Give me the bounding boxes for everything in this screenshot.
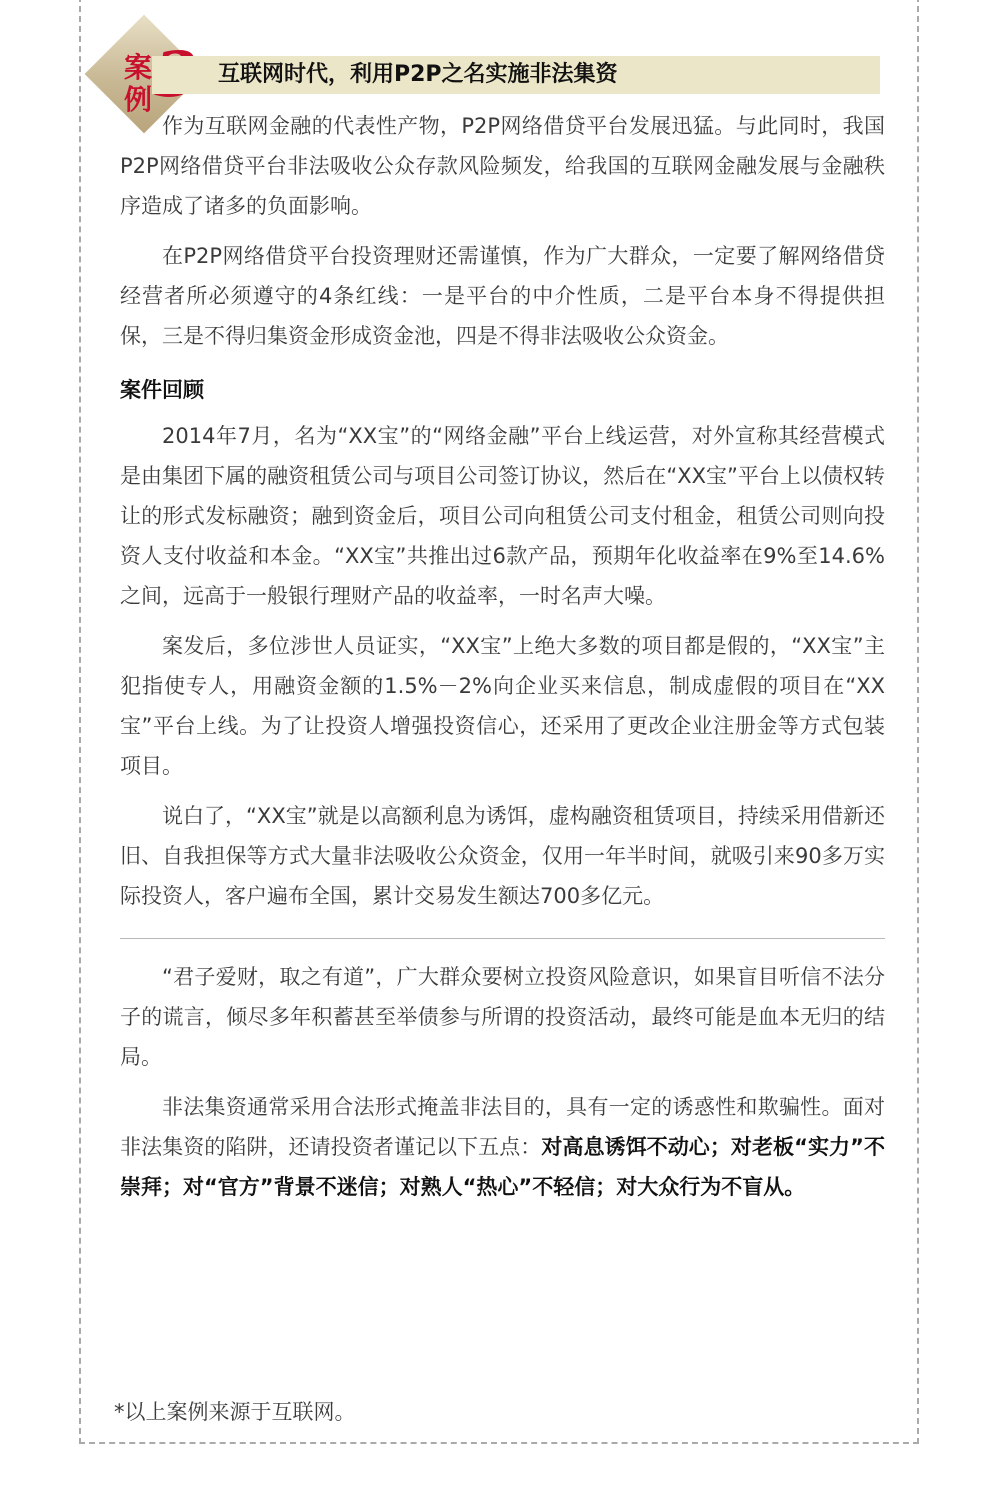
review-paragraph: 2014年7月，名为“XX宝”的“网络金融”平台上线运营，对外宣称其经营模式是由集团下属的融资租赁公司与项目公司签订协议，然后在“XX宝”平台上以债权转让的形式发标融资；融到资金后，项目公司向租赁公司支付租金，租赁公司则向投资人支付收益和本金。“XX宝”共推出过6款产品，预期年化收益率在9%至14.6%之间，远高于一般银行理财产品的收益率，一时名声大噪。	[120, 424, 885, 608]
intro-paragraph: 作为互联网金融的代表性产物，P2P网络借贷平台发展迅猛。与此同时，我国P2P网络借贷平台非法吸收公众存款风险频发，给我国的互联网金融发展与金融秩序造成了诸多的负面影响。	[120, 114, 885, 218]
source-footnote: *以上案例来源于互联网。	[114, 1400, 356, 1424]
case-title: 互联网时代，利用P2P之名实施非法集资	[218, 62, 618, 87]
warning-paragraph	[120, 1087, 885, 1207]
review-paragraph: 案发后，多位涉世人员证实，“XX宝”上绝大多数的项目都是假的，“XX宝”主犯指使专人，用融资金额的1.5%－2%向企业买来信息，制成虚假的项目在“XX宝”平台上线。为了让投资人增强投资信心，还采用了更改企业注册金等方式包装项目。	[120, 634, 885, 778]
advice-paragraph: “君子爱财，取之有道”，广大群众要树立投资风险意识，如果盲目听信不法分子的谎言，倾尽多年积蓄甚至举债参与所谓的投资活动，最终可能是血本无归的结局。	[120, 965, 885, 1069]
warning-bold-points: 对高息诱饵不动心；对老板“实力”不崇拜；对“官方”背景不迷信；对熟人“热心”不轻信；对大众行为不盲从。	[120, 1135, 885, 1199]
article-body	[120, 106, 885, 1207]
review-paragraph: 说白了，“XX宝”就是以高额利息为诱饵，虚构融资租赁项目，持续采用借新还旧、自我担保等方式大量非法吸收公众资金，仅用一年半时间，就吸引来90多万实际投资人，客户遍布全国，累计交易发生额达700多亿元。	[120, 804, 885, 908]
section-heading: 案件回顾	[120, 378, 204, 402]
badge-label: 案例	[123, 51, 152, 116]
intro-paragraph: 在P2P网络借贷平台投资理财还需谨慎，作为广大群众，一定要了解网络借贷经营者所必须遵守的4条红线：一是平台的中介性质，二是平台本身不得提供担保，三是不得归集资金形成资金池，四是不得非法吸收公众资金。	[120, 244, 885, 348]
section-divider	[120, 938, 885, 939]
warning-lead: 非法集资通常采用合法形式掩盖非法目的，具有一定的诱惑性和欺骗性。面对非法集资的陷阱，还请投资者谨记以下五点：	[120, 1095, 885, 1159]
